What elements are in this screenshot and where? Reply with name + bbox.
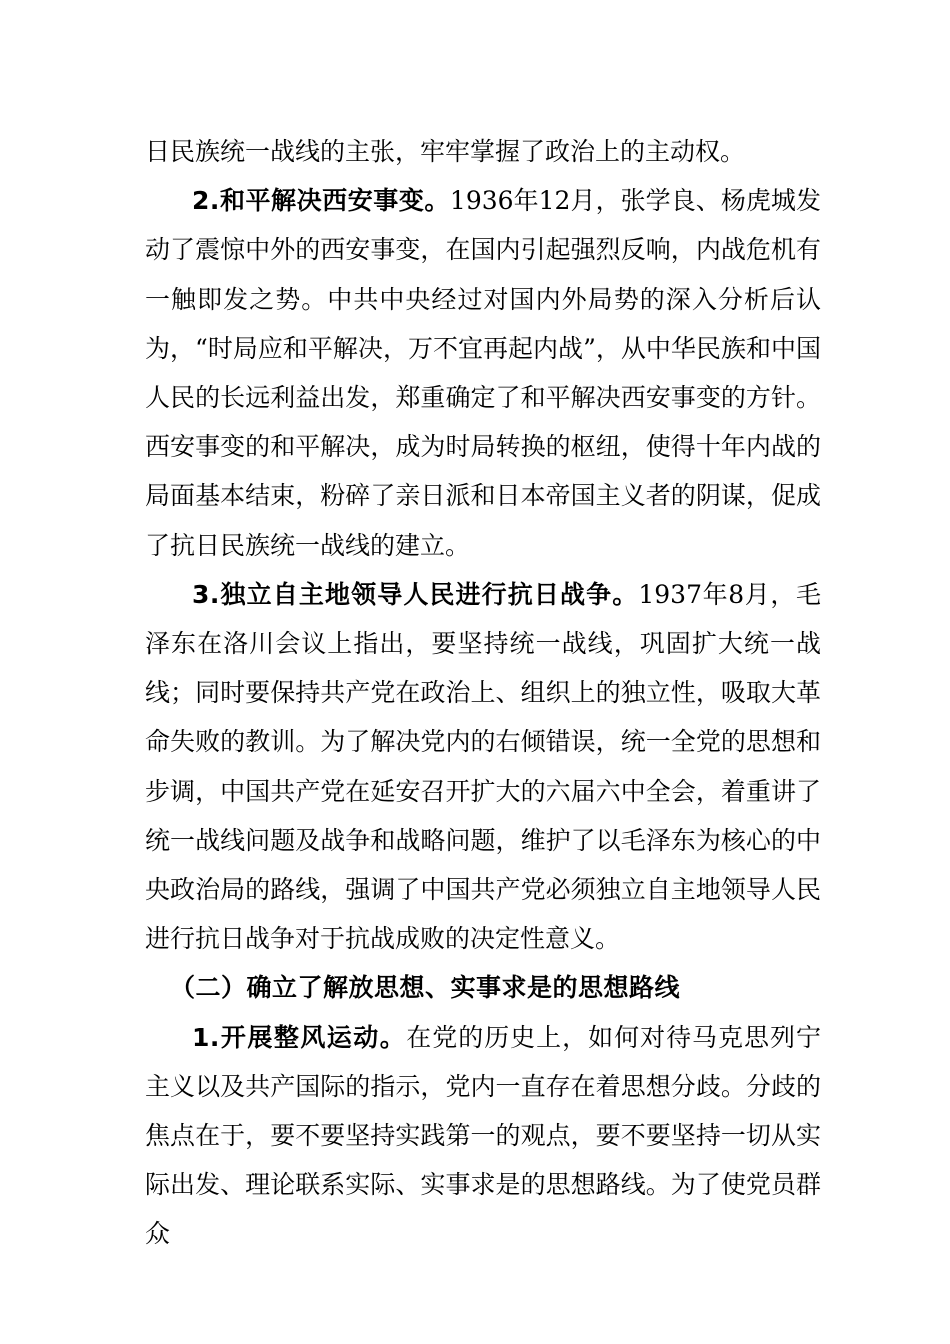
- paragraph-text: 1936年12月，张学良、杨虎城发动了震惊中外的西安事变，在国内引起强烈反响，内战危机有一触即发之势。中共中央经过对国内外局势的深入分析后认为，“时局应和平解决，万不宜再起内战”，从中华民族和中国人民的长远利益出发，郑重确定了和平解决西安事变的方针。西安事变的和平解决，成为时局转换的枢纽，使得十年内战的局面基本结束，粉碎了亲日派和日本帝国主义者的阴谋，促成了抗日民族统一战线的建立。: [145, 186, 821, 560]
- paragraph-text: 在党的历史上，如何对待马克思列宁主义以及共产国际的指示，党内一直存在着思想分歧。分歧的焦点在于，要不要坚持实践第一的观点，要不要坚持一切从实际出发、理论联系实际、实事求是的思想路线。为了使党员群众: [145, 1022, 821, 1249]
- paragraph-lead: 2.和平解决西安事变。: [192, 186, 450, 216]
- section-heading: （二）确立了解放思想、实事求是的思想路线: [170, 973, 681, 1003]
- paragraph-text: 日民族统一战线的主张，牢牢掌握了政治上的主动权。: [145, 137, 746, 166]
- paragraph-continuation: [145, 127, 821, 176]
- paragraph-independent-leadership: [145, 570, 821, 964]
- paragraph-lead: 1.开展整风运动。: [192, 1022, 407, 1052]
- paragraph-rectification: [145, 1013, 821, 1259]
- paragraph-xian-incident: [145, 176, 821, 570]
- document-body: [145, 127, 821, 1259]
- paragraph-lead: 3.独立自主地领导人民进行抗日战争。: [192, 579, 639, 609]
- paragraph-text: 1937年8月，毛泽东在洛川会议上指出，要坚持统一战线，巩固扩大统一战线；同时要保持共产党在政治上、组织上的独立性，吸取大革命失败的教训。为了解决党内的右倾错误，统一全党的思想和步调，中国共产党在延安召开扩大的六届六中全会，着重讲了统一战线问题及战争和战略问题，维护了以毛泽东为核心的中央政治局的路线，强调了中国共产党必须独立自主地领导人民进行抗日战争对于抗战成败的决定性意义。: [145, 579, 821, 954]
